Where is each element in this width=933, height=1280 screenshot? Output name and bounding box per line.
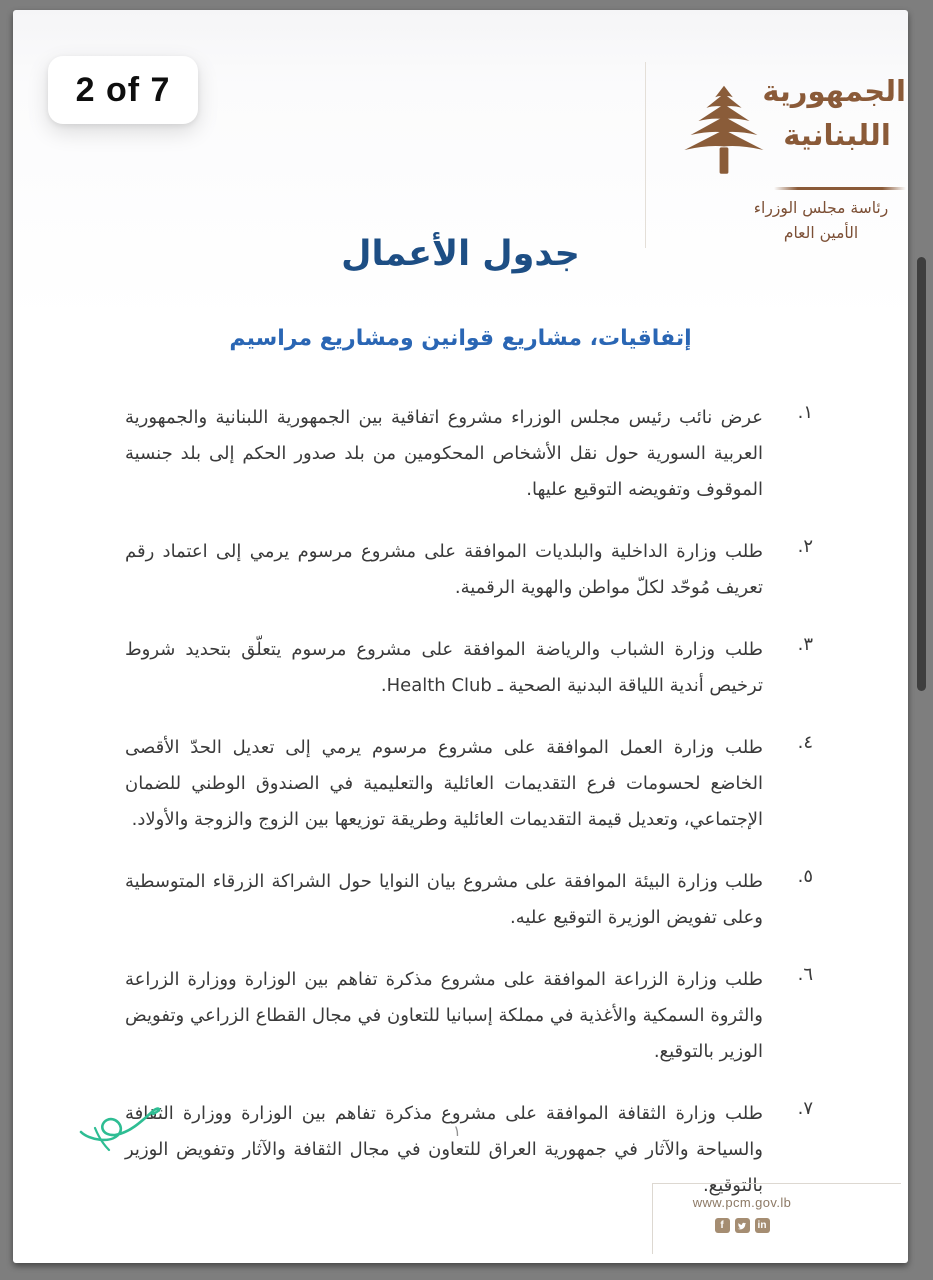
agenda-item <box>125 730 813 838</box>
linkedin-icon: in <box>755 1218 770 1233</box>
document-title: جدول الأعمال <box>341 234 580 274</box>
item-number: ١. <box>797 402 813 423</box>
page-indicator-label: 2 of 7 <box>75 70 171 109</box>
printed-page-number: ١ <box>453 1122 462 1140</box>
agenda-list <box>125 400 813 1230</box>
republic-line2: اللبنانية <box>783 117 891 152</box>
footer-website: www.pcm.gov.lb <box>692 1195 792 1210</box>
agenda-item <box>125 400 813 508</box>
item-number: ٤. <box>797 732 813 753</box>
scrollbar-thumb[interactable] <box>917 257 926 691</box>
letterhead-republic-calligraphy <box>762 70 906 157</box>
twitter-icon <box>735 1218 750 1233</box>
footer-social-icons <box>667 1218 817 1233</box>
letterhead-dept: الأمين العام <box>783 223 859 242</box>
cedar-tree-logo-icon <box>680 84 768 180</box>
item-text: طلب وزارة الشباب والرياضة الموافقة على مشروع مرسوم يتعلّق بتحديد شروط ترخيص أندية اللياقة البدنية الصحية ـ Health Club. <box>125 639 763 696</box>
item-text: طلب وزارة الداخلية والبلديات الموافقة على مشروع مرسوم يرمي إلى اعتماد رقم تعريف مُوحّد لكلّ مواطن والهوية الرقمية. <box>125 541 763 598</box>
item-number: ٣. <box>797 634 813 655</box>
item-text: طلب وزارة العمل الموافقة على مشروع مرسوم يرمي إلى تعديل الحدّ الأقصى الخاضع لحسومات فرع التقديمات العائلية والتعليمية في الصندوق الوطني للضمان الإجتماعي، وتعديل قيمة التقديمات العائلية وطريقة توزيعها بين الزوج والزوجة والأولاد. <box>125 737 763 830</box>
item-text: طلب وزارة البيئة الموافقة على مشروع بيان النوايا حول الشراكة الزرقاء المتوسطية وعلى تفويض الوزيرة التوقيع عليه. <box>125 871 763 928</box>
item-number: ٦. <box>797 964 813 985</box>
letterhead-divider <box>774 187 906 190</box>
item-number: ٥. <box>797 866 813 887</box>
document-subtitle: إتفاقيات، مشاريع قوانين ومشاريع مراسيم <box>229 326 692 351</box>
agenda-item <box>125 962 813 1070</box>
item-text: عرض نائب رئيس مجلس الوزراء مشروع اتفاقية بين الجمهورية اللبنانية والجمهورية العربية السورية حول نقل الأشخاص المحكومين من بلد صدور الحكم إلى بلد جنسية الموقوف وتفويضه التوقيع عليها. <box>125 407 763 500</box>
facebook-icon: f <box>715 1218 730 1233</box>
item-number: ٢. <box>797 536 813 557</box>
signature-mark-icon <box>75 1098 170 1154</box>
letterhead <box>645 62 906 248</box>
page-indicator-badge <box>48 56 198 124</box>
letterhead-org: رئاسة مجلس الوزراء <box>753 198 889 217</box>
agenda-item <box>125 534 813 606</box>
item-text: طلب وزارة الثقافة الموافقة على مشروع مذكرة تفاهم بين الوزارة ووزارة الثقافة والسياحة والآثار في جمهورية العراق للتعاون في مجال الثقافة والآثار وتفويض الوزير بالتوقيع. <box>125 1103 763 1196</box>
republic-line1: الجمهورية <box>762 74 906 108</box>
document-page <box>13 10 908 1263</box>
agenda-item <box>125 632 813 704</box>
item-text: طلب وزارة الزراعة الموافقة على مشروع مذكرة تفاهم بين الوزارة ووزارة الزراعة والثروة السمكية والأغذية في مملكة إسبانيا للتعاون في مجال القطاع الزراعي وتفويض الوزير بالتوقيع. <box>125 969 763 1062</box>
item-number: ٧. <box>797 1098 813 1119</box>
agenda-item <box>125 864 813 936</box>
page-footer <box>652 1183 901 1254</box>
